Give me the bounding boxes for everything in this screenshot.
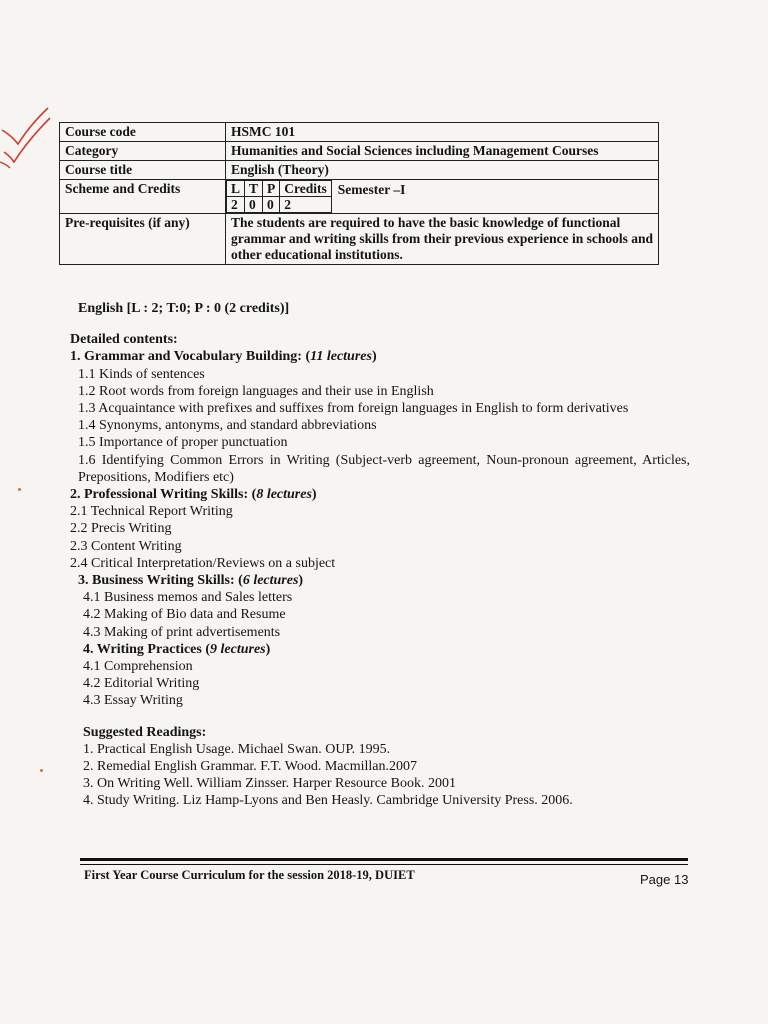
section-4-heading: 4. Writing Practices (9 lectures) <box>83 641 271 657</box>
section-lectures: 6 lectures <box>242 573 299 589</box>
page-number: Page 13 <box>640 872 689 887</box>
semester-label: Semester –I <box>337 182 406 197</box>
scheme-value-t: 0 <box>245 197 263 213</box>
prereq-row <box>60 214 659 265</box>
course-code-value: HSMC 101 <box>226 123 659 142</box>
section-title: 2. Professional Writing Skills <box>70 487 244 503</box>
scheme-grid <box>226 180 332 213</box>
scheme-header-p: P <box>263 181 280 197</box>
credits-line: English [L : 2; T:0; P : 0 (2 credits)] <box>78 301 290 316</box>
prereq-value: The students are required to have the basic knowledge of functional grammar and writing skills from their previous experience in schools and other educational institutions. <box>226 214 659 265</box>
list-item: 4.1 Business memos and Sales letters <box>83 590 293 606</box>
course-code-label: Course code <box>60 123 226 142</box>
footer-session-text: First Year Course Curriculum for the session 2018-19, DUIET <box>84 868 415 882</box>
scheme-value-credits: 2 <box>280 197 332 213</box>
list-item: 1.4 Synonyms, antonyms, and standard abbreviations <box>78 418 377 434</box>
footer-rule-thin <box>80 864 688 865</box>
course-code-row <box>60 123 659 142</box>
footer-rule <box>80 858 688 861</box>
course-content <box>70 300 690 810</box>
list-item: 2.1 Technical Report Writing <box>70 504 233 520</box>
scheme-cell <box>226 180 659 214</box>
scheme-header-credits: Credits <box>280 181 332 197</box>
course-title-row <box>60 161 659 180</box>
category-label: Category <box>60 142 226 161</box>
scheme-row <box>60 180 659 214</box>
suggested-readings-heading: Suggested Readings: <box>83 724 207 740</box>
list-item: 1.2 Root words from foreign languages and their use in English <box>78 383 434 399</box>
section-lectures: 11 lectures <box>310 349 372 365</box>
section-title: 4. Writing Practices <box>83 641 202 657</box>
reading-item: 4. Study Writing. Liz Hamp-Lyons and Ben Heasly. Cambridge University Press. 2006. <box>83 793 573 809</box>
section-title: 1. Grammar and Vocabulary Building <box>70 349 298 365</box>
scan-speck <box>18 488 21 491</box>
list-item: 1.1 Kinds of sentences <box>78 366 205 382</box>
section-2-heading: 2. Professional Writing Skills: (8 lectures) <box>70 487 317 503</box>
prereq-label: Pre-requisites (if any) <box>60 214 226 265</box>
course-title-label: Course title <box>60 161 226 180</box>
list-item: 2.4 Critical Interpretation/Reviews on a subject <box>70 555 336 571</box>
list-item: 1.3 Acquaintance with prefixes and suffixes from foreign languages in English to form derivatives <box>78 401 629 417</box>
category-value: Humanities and Social Sciences including Management Courses <box>226 142 659 161</box>
scheme-label: Scheme and Credits <box>60 180 226 214</box>
category-row <box>60 142 659 161</box>
list-item: 1.6 Identifying Common Errors in Writing (Subject-verb agreement, Noun-pronoun agreement, Articles, Prepositions, Modifiers etc) <box>78 452 690 485</box>
course-title-value: English (Theory) <box>226 161 659 180</box>
list-item: 2.3 Content Writing <box>70 538 182 554</box>
detailed-contents-heading: Detailed contents: <box>70 332 178 348</box>
section-lectures: 8 lectures <box>256 487 312 503</box>
list-item: 4.2 Editorial Writing <box>83 676 200 692</box>
scheme-value-p: 0 <box>263 197 280 213</box>
reading-item: 2. Remedial English Grammar. F.T. Wood. Macmillan.2007 <box>83 759 417 775</box>
list-item: 1.5 Importance of proper punctuation <box>78 435 288 451</box>
section-1-heading: 1. Grammar and Vocabulary Building: (11 lectures) <box>70 349 377 365</box>
section-3-heading: 3. Business Writing Skills: (6 lectures) <box>78 573 304 589</box>
list-item: 4.3 Essay Writing <box>83 693 183 709</box>
section-title: 3. Business Writing Skills <box>78 573 230 589</box>
scan-speck <box>40 769 43 772</box>
scheme-value-l: 2 <box>227 197 245 213</box>
reading-item: 1. Practical English Usage. Michael Swan. OUP. 1995. <box>83 741 391 757</box>
list-item: 4.2 Making of Bio data and Resume <box>83 607 286 623</box>
scheme-header-t: T <box>245 181 263 197</box>
course-info-table <box>59 122 659 265</box>
list-item: 4.3 Making of print advertisements <box>83 624 281 640</box>
scheme-header-l: L <box>227 181 245 197</box>
reading-item: 3. On Writing Well. William Zinsser. Harper Resource Book. 2001 <box>83 776 456 792</box>
list-item: 2.2 Precis Writing <box>70 521 172 537</box>
section-lectures: 9 lectures <box>210 641 266 657</box>
list-item: 4.1 Comprehension <box>83 659 193 675</box>
